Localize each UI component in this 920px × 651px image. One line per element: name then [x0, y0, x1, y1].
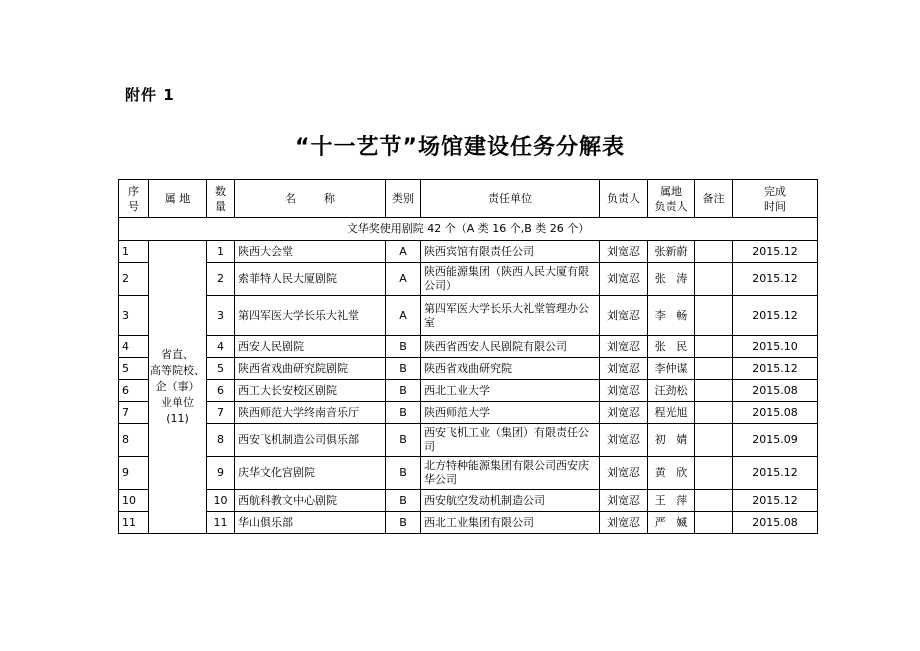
cell-done-time: 2015.12	[733, 296, 818, 336]
cell-local-leader: 张 涛	[648, 263, 695, 296]
cell-unit: 第四军医大学长乐大礼堂管理办公室	[421, 296, 600, 336]
cell-seq: 10	[119, 490, 149, 512]
cell-region-group	[149, 241, 207, 534]
table-row	[119, 296, 818, 336]
cell-category: B	[386, 490, 421, 512]
section-row	[119, 218, 818, 241]
cell-seq: 4	[119, 336, 149, 358]
cell-category: B	[386, 336, 421, 358]
header-done-time: 完成 时间	[733, 180, 818, 218]
cell-category: B	[386, 380, 421, 402]
cell-note	[695, 336, 733, 358]
table-row	[119, 263, 818, 296]
cell-local-leader: 初 婧	[648, 424, 695, 457]
attachment-label: 附件 1	[125, 86, 175, 104]
cell-note	[695, 457, 733, 490]
cell-category: A	[386, 296, 421, 336]
cell-leader: 刘宽忍	[600, 263, 648, 296]
cell-local-leader: 张 民	[648, 336, 695, 358]
cell-seq: 1	[119, 241, 149, 263]
cell-unit: 陕西省西安人民剧院有限公司	[421, 336, 600, 358]
cell-done-time: 2015.10	[733, 336, 818, 358]
cell-note	[695, 490, 733, 512]
cell-unit: 陕西能源集团（陕西人民大厦有限公司）	[421, 263, 600, 296]
cell-leader: 刘宽忍	[600, 358, 648, 380]
cell-unit: 西安飞机工业（集团）有限责任公司	[421, 424, 600, 457]
cell-qty: 10	[207, 490, 235, 512]
cell-name: 陕西师范大学终南音乐厅	[235, 402, 386, 424]
cell-name: 陕西大会堂	[235, 241, 386, 263]
cell-category: B	[386, 424, 421, 457]
cell-category: B	[386, 512, 421, 534]
cell-note	[695, 358, 733, 380]
cell-name: 西安人民剧院	[235, 336, 386, 358]
cell-unit: 北方特种能源集团有限公司西安庆华公司	[421, 457, 600, 490]
cell-name: 西航科教文中心剧院	[235, 490, 386, 512]
region-line: 省直、	[161, 348, 194, 361]
table-row	[119, 241, 818, 263]
cell-seq: 11	[119, 512, 149, 534]
header-name: 名 称	[235, 180, 386, 218]
cell-done-time: 2015.09	[733, 424, 818, 457]
cell-done-time: 2015.12	[733, 358, 818, 380]
cell-qty: 3	[207, 296, 235, 336]
table-row	[119, 336, 818, 358]
cell-done-time: 2015.12	[733, 263, 818, 296]
header-category: 类别	[386, 180, 421, 218]
cell-seq: 6	[119, 380, 149, 402]
cell-leader: 刘宽忍	[600, 380, 648, 402]
cell-note	[695, 296, 733, 336]
cell-name: 索菲特人民大厦剧院	[235, 263, 386, 296]
cell-unit: 西北工业大学	[421, 380, 600, 402]
cell-seq: 2	[119, 263, 149, 296]
cell-done-time: 2015.12	[733, 490, 818, 512]
cell-qty: 5	[207, 358, 235, 380]
cell-name: 西工大长安校区剧院	[235, 380, 386, 402]
cell-unit: 陕西师范大学	[421, 402, 600, 424]
cell-category: A	[386, 263, 421, 296]
cell-qty: 1	[207, 241, 235, 263]
cell-name: 庆华文化宫剧院	[235, 457, 386, 490]
cell-leader: 刘宽忍	[600, 424, 648, 457]
cell-seq: 3	[119, 296, 149, 336]
cell-done-time: 2015.08	[733, 402, 818, 424]
cell-leader: 刘宽忍	[600, 402, 648, 424]
cell-local-leader: 张新蔚	[648, 241, 695, 263]
cell-leader: 刘宽忍	[600, 457, 648, 490]
cell-seq: 9	[119, 457, 149, 490]
cell-local-leader: 程光旭	[648, 402, 695, 424]
cell-category: B	[386, 402, 421, 424]
cell-qty: 6	[207, 380, 235, 402]
cell-local-leader: 李 畅	[648, 296, 695, 336]
cell-seq: 8	[119, 424, 149, 457]
cell-qty: 4	[207, 336, 235, 358]
table-row	[119, 512, 818, 534]
header-unit: 责任单位	[421, 180, 600, 218]
cell-note	[695, 241, 733, 263]
task-table	[118, 179, 818, 534]
header-local-leader: 属地 负责人	[648, 180, 695, 218]
region-line: (11)	[166, 412, 189, 425]
cell-note	[695, 263, 733, 296]
cell-leader: 刘宽忍	[600, 241, 648, 263]
cell-qty: 11	[207, 512, 235, 534]
table-row	[119, 490, 818, 512]
region-line: 高等院校、	[150, 364, 205, 377]
cell-unit: 陕西省戏曲研究院	[421, 358, 600, 380]
cell-local-leader: 严 媙	[648, 512, 695, 534]
table-row	[119, 380, 818, 402]
page-title: “十一艺节”场馆建设任务分解表	[295, 135, 625, 160]
cell-local-leader: 汪劲松	[648, 380, 695, 402]
cell-note	[695, 402, 733, 424]
cell-local-leader: 黄 欣	[648, 457, 695, 490]
cell-seq: 5	[119, 358, 149, 380]
cell-seq: 7	[119, 402, 149, 424]
cell-leader: 刘宽忍	[600, 296, 648, 336]
cell-note	[695, 512, 733, 534]
cell-name: 西安飞机制造公司俱乐部	[235, 424, 386, 457]
header-seq: 序 号	[119, 180, 149, 218]
cell-qty: 8	[207, 424, 235, 457]
table-row	[119, 457, 818, 490]
cell-leader: 刘宽忍	[600, 490, 648, 512]
cell-category: B	[386, 457, 421, 490]
table-row	[119, 424, 818, 457]
header-leader: 负责人	[600, 180, 648, 218]
header-note: 备注	[695, 180, 733, 218]
cell-unit: 西北工业集团有限公司	[421, 512, 600, 534]
cell-category: A	[386, 241, 421, 263]
header-qty: 数 量	[207, 180, 235, 218]
region-line: 企（事）	[155, 380, 200, 393]
cell-leader: 刘宽忍	[600, 336, 648, 358]
cell-done-time: 2015.12	[733, 241, 818, 263]
section-title: 文华奖使用剧院 42 个（A 类 16 个,B 类 26 个）	[119, 218, 818, 241]
cell-qty: 7	[207, 402, 235, 424]
cell-qty: 9	[207, 457, 235, 490]
cell-name: 华山俱乐部	[235, 512, 386, 534]
cell-category: B	[386, 358, 421, 380]
cell-qty: 2	[207, 263, 235, 296]
header-region: 属 地	[149, 180, 207, 218]
cell-leader: 刘宽忍	[600, 512, 648, 534]
cell-note	[695, 424, 733, 457]
cell-note	[695, 380, 733, 402]
cell-unit: 陕西宾馆有限责任公司	[421, 241, 600, 263]
table-row	[119, 402, 818, 424]
cell-unit: 西安航空发动机制造公司	[421, 490, 600, 512]
region-line: 业单位	[161, 396, 194, 409]
cell-done-time: 2015.08	[733, 380, 818, 402]
cell-done-time: 2015.08	[733, 512, 818, 534]
cell-name: 陕西省戏曲研究院剧院	[235, 358, 386, 380]
table-row	[119, 358, 818, 380]
cell-local-leader: 王 萍	[648, 490, 695, 512]
cell-done-time: 2015.12	[733, 457, 818, 490]
table-header-row	[119, 180, 818, 218]
cell-local-leader: 李仲谋	[648, 358, 695, 380]
cell-name: 第四军医大学长乐大礼堂	[235, 296, 386, 336]
